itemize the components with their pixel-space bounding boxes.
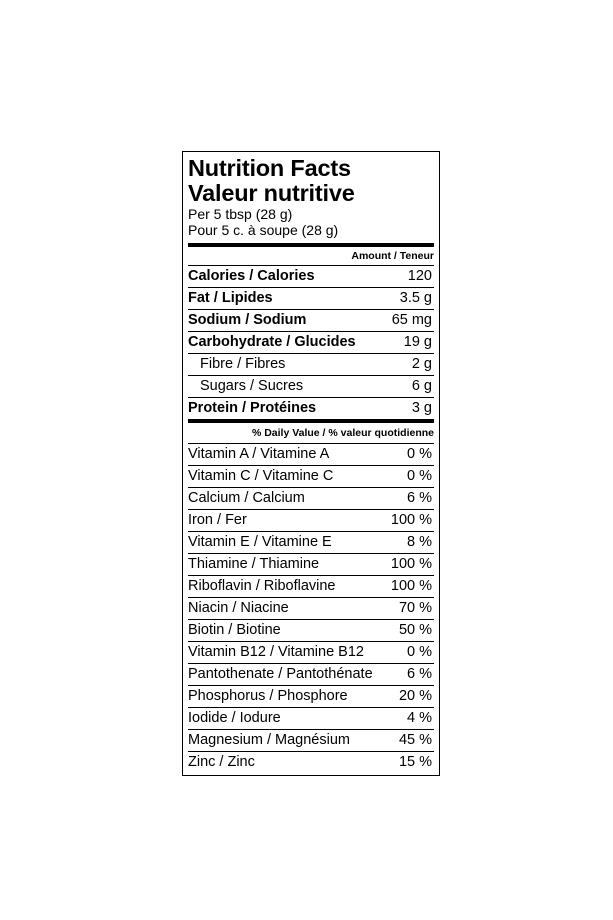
vitamin-name: Magnesium / Magnésium [188, 732, 350, 748]
nutrient-row-calories [188, 265, 434, 287]
vitamin-row [188, 641, 434, 663]
vitamin-row [188, 509, 434, 531]
nutrition-facts-panel [182, 151, 440, 776]
vitamin-row [188, 553, 434, 575]
vitamin-value: 0 % [407, 468, 432, 484]
vitamin-value: 15 % [398, 754, 432, 770]
vitamin-name: Iron / Fer [188, 512, 247, 528]
vitamin-row [188, 487, 434, 509]
vitamin-name: Biotin / Biotine [188, 622, 281, 638]
nutrient-name: Calories / Calories [188, 268, 315, 284]
vitamin-row [188, 531, 434, 553]
vitamin-name: Thiamine / Thiamine [188, 556, 320, 572]
nutrient-value: 120 [407, 268, 432, 284]
vitamin-value: 100 % [390, 578, 432, 594]
vitamin-value: 0 % [407, 644, 432, 660]
nutrient-row-sodium [188, 309, 434, 331]
vitamin-name: Pantothenate / Pantothénate [188, 666, 373, 682]
vitamin-mineral-list [188, 443, 434, 773]
vitamin-value: 0 % [407, 446, 432, 462]
title-en: Nutrition Facts [188, 155, 351, 181]
nutrient-value: 6 g [411, 378, 432, 394]
daily-value-header: % Daily Value / % valeur quotidienne [251, 427, 434, 439]
vitamin-row [188, 575, 434, 597]
vitamin-name: Vitamin B12 / Vitamine B12 [188, 644, 364, 660]
vitamin-value: 6 % [407, 490, 432, 506]
nutrient-row-fat [188, 287, 434, 309]
vitamin-row [188, 663, 434, 685]
vitamin-row [188, 465, 434, 487]
nutrient-value: 19 g [403, 334, 432, 350]
vitamin-value: 6 % [407, 666, 432, 682]
vitamin-value: 70 % [398, 600, 432, 616]
vitamin-row [188, 707, 434, 729]
vitamin-value: 45 % [398, 732, 432, 748]
vitamin-value: 4 % [407, 710, 432, 726]
nutrient-row-carbohydrate [188, 331, 434, 353]
vitamin-row [188, 685, 434, 707]
vitamin-row [188, 443, 434, 465]
vitamin-name: Vitamin A / Vitamine A [188, 446, 330, 462]
vitamin-name: Phosphorus / Phosphore [188, 688, 348, 704]
vitamin-row [188, 619, 434, 641]
nutrient-value: 65 mg [391, 312, 432, 328]
vitamin-value: 8 % [407, 534, 432, 550]
vitamin-value: 50 % [398, 622, 432, 638]
nutrient-name: Protein / Protéines [188, 400, 317, 416]
nutrient-name: Fat / Lipides [188, 290, 273, 306]
nutrient-value: 2 g [411, 356, 432, 372]
vitamin-name: Riboflavin / Riboflavine [188, 578, 336, 594]
vitamin-value: 100 % [390, 512, 432, 528]
vitamin-value: 20 % [398, 688, 432, 704]
vitamin-row [188, 751, 434, 773]
vitamin-name: Iodide / Iodure [188, 710, 281, 726]
nutrient-value: 3.5 g [399, 290, 432, 306]
nutrient-list [188, 265, 434, 419]
vitamin-name: Vitamin E / Vitamine E [188, 534, 332, 550]
nutrient-row-protein [188, 397, 434, 419]
vitamin-name: Calcium / Calcium [188, 490, 305, 506]
title-fr: Valeur nutritive [188, 180, 355, 206]
vitamin-row [188, 729, 434, 751]
vitamin-row [188, 597, 434, 619]
nutrient-row-fibre [188, 353, 434, 375]
amount-header: Amount / Teneur [351, 250, 434, 262]
vitamin-value: 100 % [390, 556, 432, 572]
nutrient-name: Fibre / Fibres [200, 356, 286, 372]
serving-size-fr: Pour 5 c. à soupe (28 g) [188, 222, 339, 238]
nutrient-name: Sodium / Sodium [188, 312, 307, 328]
serving-size-en: Per 5 tbsp (28 g) [188, 206, 293, 222]
vitamin-name: Niacin / Niacine [188, 600, 289, 616]
nutrient-name: Carbohydrate / Glucides [188, 334, 356, 350]
nutrient-value: 3 g [411, 400, 432, 416]
vitamin-name: Zinc / Zinc [188, 754, 255, 770]
nutrient-name: Sugars / Sucres [200, 378, 304, 394]
nutrient-row-sugars [188, 375, 434, 397]
vitamin-name: Vitamin C / Vitamine C [188, 468, 334, 484]
